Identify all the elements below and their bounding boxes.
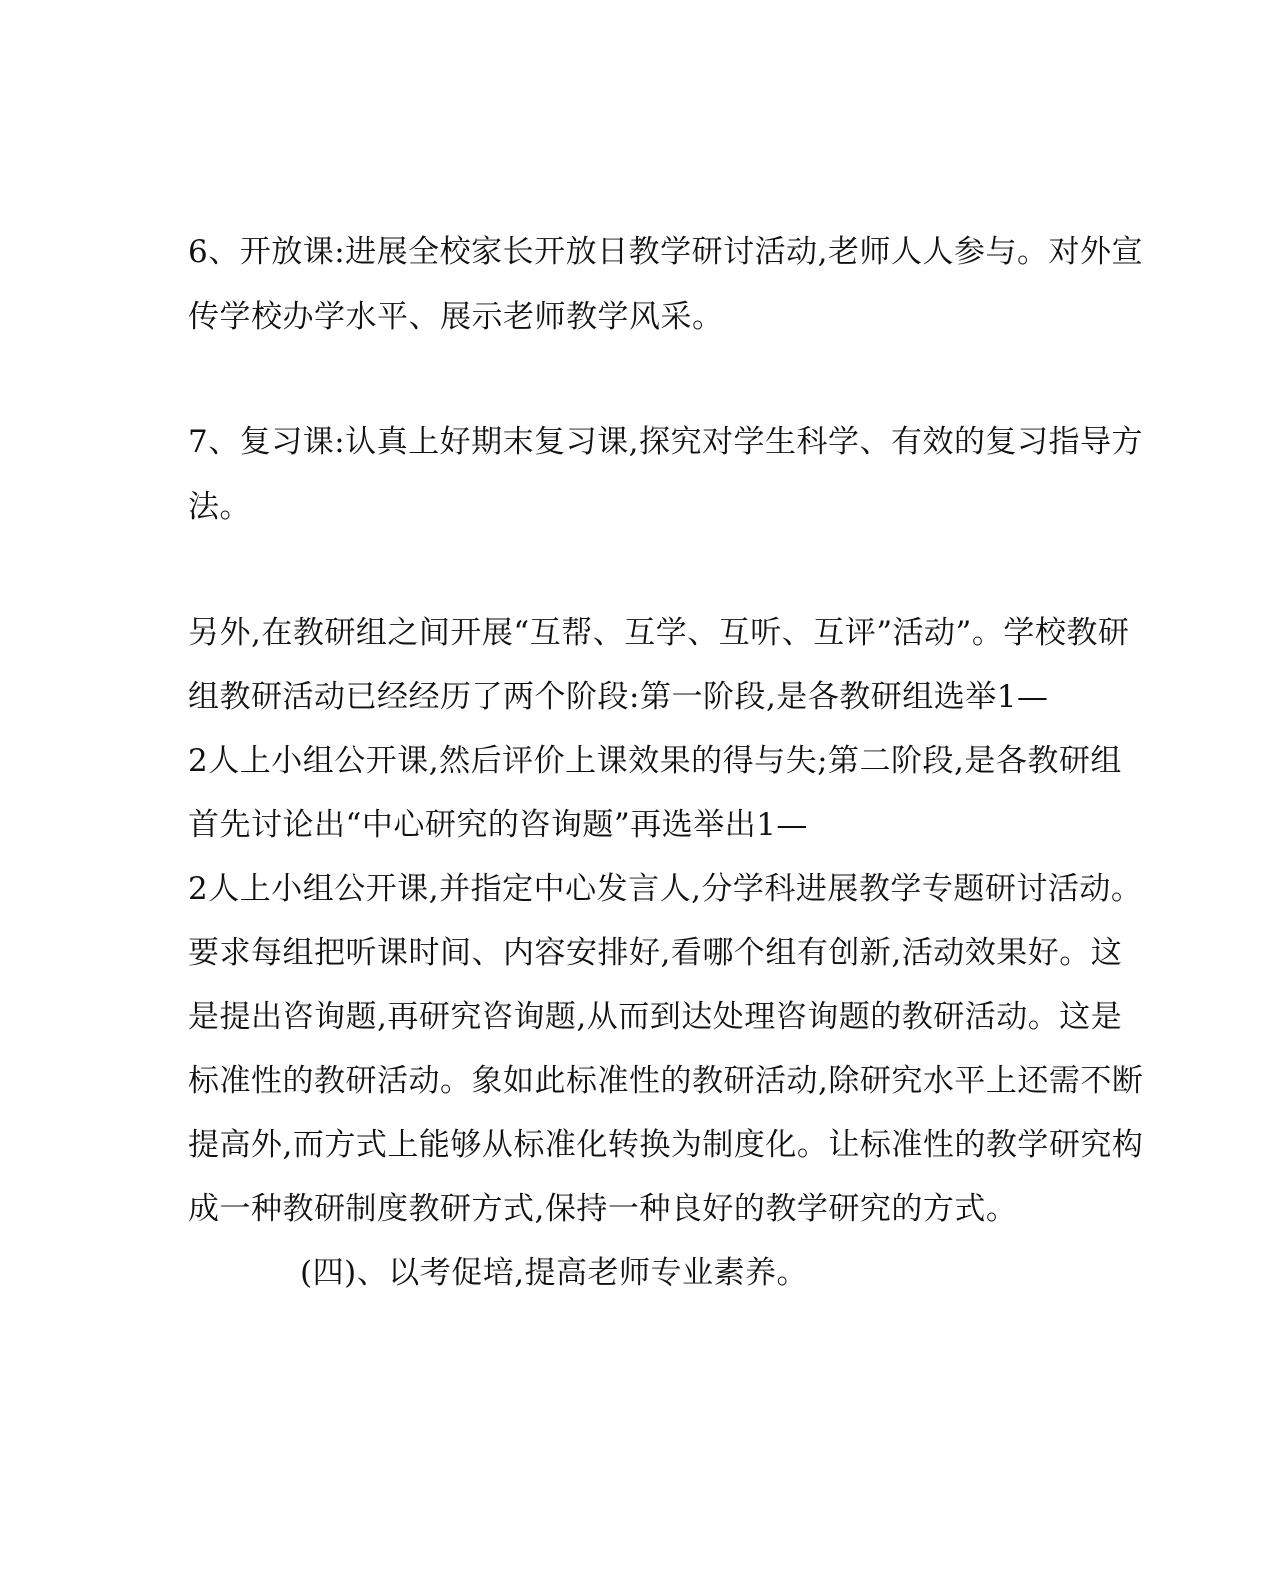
paragraph-line-7: 是提出咨询题,再研究咨询题,从而到达处理咨询题的教研活动。这是	[188, 999, 1123, 1035]
paragraph-line-10: 成一种教研制度教研方式,保持一种良好的教学研究的方式。	[188, 1191, 1018, 1227]
paragraph-line-1: 另外,在教研组之间开展“互帮、互学、互听、互评”活动”。学校教研	[188, 615, 1130, 651]
paragraph-line-9: 提高外,而方式上能够从标准化转换为制度化。让标准性的教学研究构	[188, 1127, 1144, 1163]
item-6-line-1: 6、开放课:进展全校家长开放日教学研讨活动,老师人人参与。对外宣	[188, 234, 1144, 270]
paragraph-line-3: 2人上小组公开课,然后评价上课效果的得与失;第二阶段,是各教研组	[188, 743, 1122, 779]
item-7-line-1: 7、复习课:认真上好期末复习课,探究对学生科学、有效的复习指导方	[188, 424, 1144, 460]
item-6-line-2: 传学校办学水平、展示老师教学风采。	[188, 299, 724, 335]
paragraph-line-6: 要求每组把听课时间、内容安排好,看哪个组有创新,活动效果好。这	[188, 935, 1123, 971]
paragraph-line-5: 2人上小组公开课,并指定中心发言人,分学科进展教学专题研讨活动。	[188, 871, 1143, 907]
paragraph-line-8: 标准性的教研活动。象如此标准性的教研活动,除研究水平上还需不断	[188, 1063, 1144, 1099]
paragraph-line-4: 首先讨论出“中心研究的咨询题”再选举出1—	[188, 807, 808, 843]
section-heading: (四)、以考促培,提高老师专业素养。	[300, 1255, 809, 1291]
paragraph-line-2: 组教研活动已经经历了两个阶段:第一阶段,是各教研组选举1—	[188, 679, 1049, 715]
item-7-line-2: 法。	[188, 489, 251, 525]
